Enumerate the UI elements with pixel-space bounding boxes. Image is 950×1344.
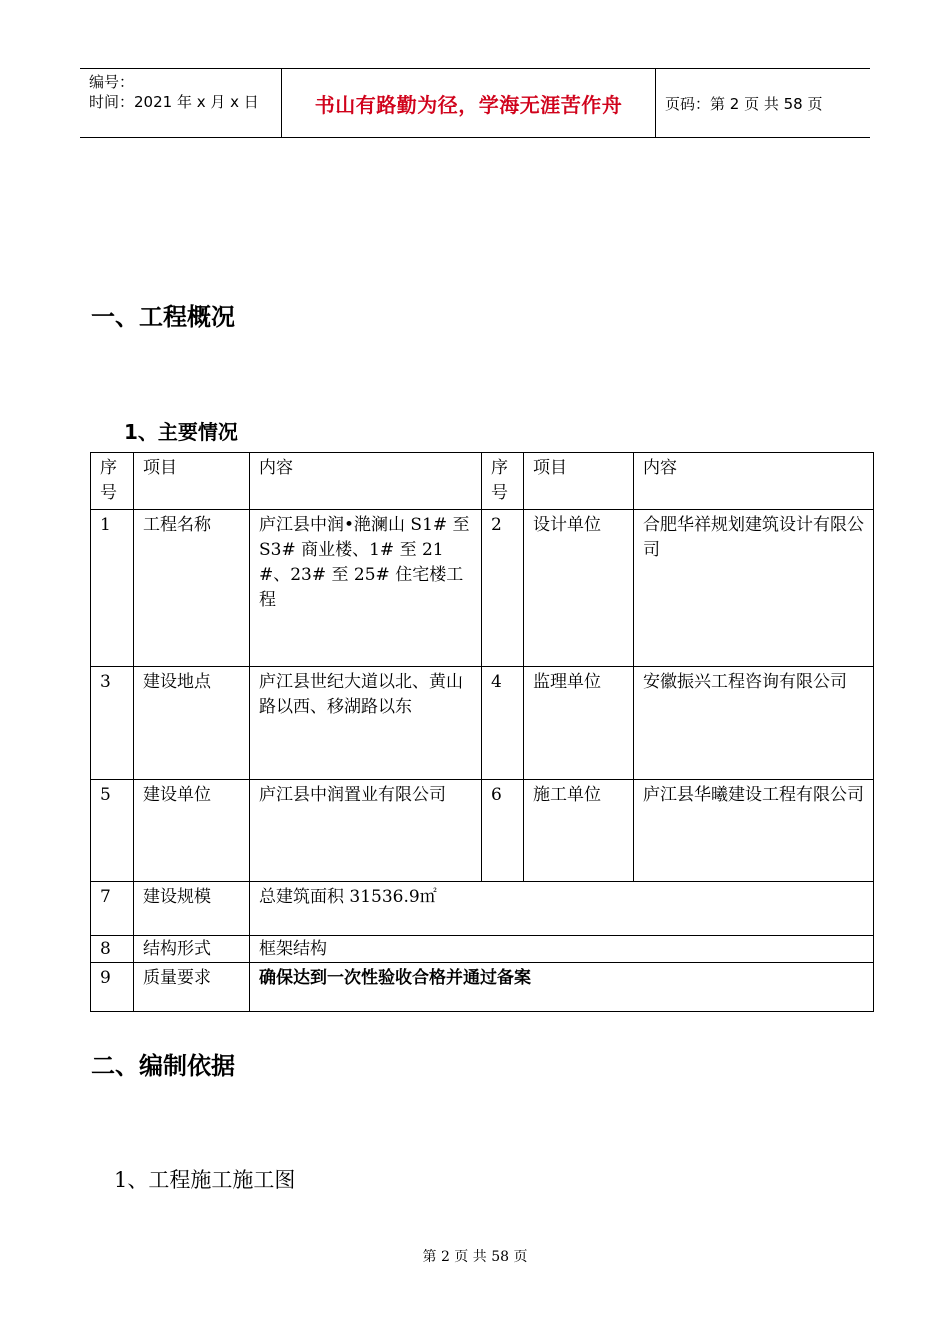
table-row <box>91 963 874 1012</box>
header-motto: 书山有路勤为径，学海无涯苦作舟 <box>314 92 623 117</box>
table-cell-no: 6 <box>482 780 524 882</box>
table-header-cell: 项目 <box>524 453 634 510</box>
document-date: 时间：2021 年 x 月 x 日 <box>89 93 259 111</box>
table-header-cell: 序号 <box>482 453 524 510</box>
table-cell-item: 监理单位 <box>524 667 634 780</box>
table-cell-item: 建设单位 <box>134 780 250 882</box>
table-cell-item: 工程名称 <box>134 510 250 667</box>
page-footer: 第 2 页 共 58 页 <box>422 1249 528 1265</box>
table-cell-content: 确保达到一次性验收合格并通过备案 <box>250 963 874 1012</box>
table-header-row <box>91 453 874 510</box>
table-cell-content: 庐江县华曦建设工程有限公司 <box>634 780 874 882</box>
section-title-basis: 二、编制依据 <box>91 1052 235 1080</box>
table-cell-content: 总建筑面积 31536.9㎡ <box>250 882 874 936</box>
table-cell-content: 框架结构 <box>250 936 874 963</box>
header-divider-right <box>655 69 656 137</box>
table-header-cell: 内容 <box>250 453 482 510</box>
header-page-number: 页码：第 2 页 共 58 页 <box>665 95 823 113</box>
section-title-overview: 一、工程概况 <box>91 303 235 331</box>
table-cell-no: 2 <box>482 510 524 667</box>
table-cell-item: 设计单位 <box>524 510 634 667</box>
table-cell-item: 施工单位 <box>524 780 634 882</box>
table-cell-content: 庐江县世纪大道以北、黄山路以西、移湖路以东 <box>250 667 482 780</box>
table-cell-no: 4 <box>482 667 524 780</box>
page-header <box>80 68 870 138</box>
table-cell-content: 庐江县中润•滟澜山 S1# 至 S3# 商业楼、1# 至 21#、23# 至 25# 住宅楼工程 <box>250 510 482 667</box>
table-cell-item: 结构形式 <box>134 936 250 963</box>
table-header-cell: 项目 <box>134 453 250 510</box>
table-row <box>91 882 874 936</box>
table-cell-no: 7 <box>91 882 134 936</box>
table-cell-item: 建设规模 <box>134 882 250 936</box>
subsection-title-main-info: 1、主要情况 <box>124 420 238 444</box>
table-cell-item: 建设地点 <box>134 667 250 780</box>
subsection-title-drawings: 1、工程施工施工图 <box>114 1168 296 1192</box>
table-cell-no: 8 <box>91 936 134 963</box>
table-cell-content: 合肥华祥规划建筑设计有限公司 <box>634 510 874 667</box>
table-row <box>91 667 874 780</box>
table-cell-content: 庐江县中润置业有限公司 <box>250 780 482 882</box>
table-header-cell: 内容 <box>634 453 874 510</box>
table-cell-no: 5 <box>91 780 134 882</box>
table-cell-no: 3 <box>91 667 134 780</box>
table-cell-item: 质量要求 <box>134 963 250 1012</box>
table-row <box>91 510 874 667</box>
table-cell-no: 9 <box>91 963 134 1012</box>
table-cell-no: 1 <box>91 510 134 667</box>
table-header-cell: 序号 <box>91 453 134 510</box>
table-cell-content: 安徽振兴工程咨询有限公司 <box>634 667 874 780</box>
document-number: 编号： <box>89 73 135 91</box>
table-row <box>91 936 874 963</box>
table-row <box>91 780 874 882</box>
project-info-table <box>90 452 874 1012</box>
